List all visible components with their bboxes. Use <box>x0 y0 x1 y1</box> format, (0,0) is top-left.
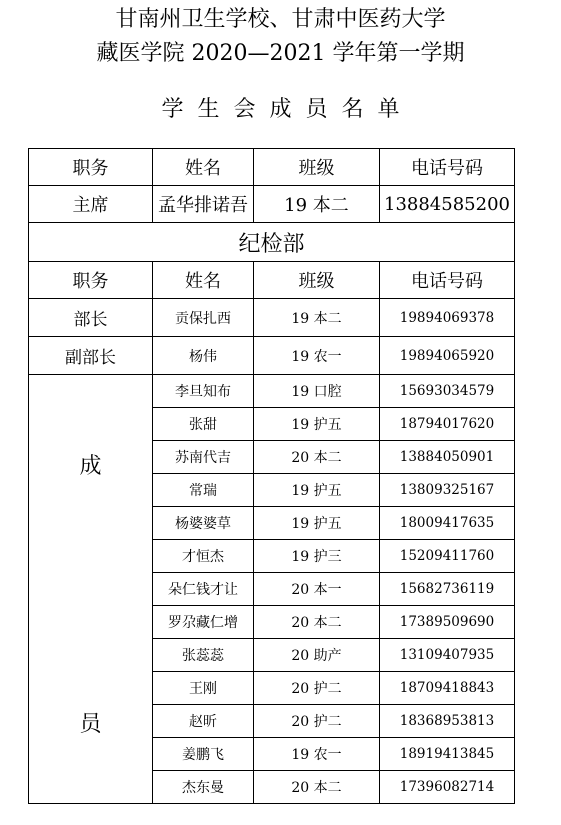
student-union-roster-table <box>28 148 515 804</box>
chairman-row <box>29 186 515 223</box>
member-label-top: 成 <box>79 454 102 479</box>
member-class: 20 护二 <box>254 672 380 705</box>
dept-header-position: 职务 <box>29 262 153 299</box>
member-name: 张蕊蕊 <box>153 639 254 672</box>
dept-header-phone: 电话号码 <box>380 262 515 299</box>
member-name: 姜鹏飞 <box>153 738 254 771</box>
member-phone: 13109407935 <box>380 639 515 672</box>
member-class: 19 护五 <box>254 408 380 441</box>
member-label-bottom: 员 <box>79 712 102 737</box>
header-class: 班级 <box>254 149 380 186</box>
member-class: 20 本一 <box>254 573 380 606</box>
chairman-phone: 13884585200 <box>380 186 515 223</box>
member-class: 19 农一 <box>254 738 380 771</box>
member-phone: 13884050901 <box>380 441 515 474</box>
member-class: 19 护三 <box>254 540 380 573</box>
member-phone: 17389509690 <box>380 606 515 639</box>
leader-name: 杨伟 <box>153 337 254 375</box>
member-name: 王刚 <box>153 672 254 705</box>
member-name: 赵昕 <box>153 705 254 738</box>
chairman-position: 主席 <box>29 186 153 223</box>
member-class: 20 助产 <box>254 639 380 672</box>
member-name: 张甜 <box>153 408 254 441</box>
member-class: 19 口腔 <box>254 375 380 408</box>
member-name: 杰东曼 <box>153 771 254 804</box>
member-class: 19 护五 <box>254 474 380 507</box>
document-title-line-1: 甘南州卫生学校、甘肃中医药大学 <box>115 7 446 32</box>
dept-header-name: 姓名 <box>153 262 254 299</box>
leader-position: 副部长 <box>29 337 153 375</box>
leader-position: 部长 <box>29 299 153 337</box>
leader-phone: 19894069378 <box>380 299 515 337</box>
member-class: 20 本二 <box>254 441 380 474</box>
member-name: 罗尕藏仁增 <box>153 606 254 639</box>
leader-class: 19 本二 <box>254 299 380 337</box>
leader-name: 贡保扎西 <box>153 299 254 337</box>
member-phone: 13809325167 <box>380 474 515 507</box>
member-phone: 18709418843 <box>380 672 515 705</box>
chairman-name: 孟华排诺吾 <box>153 186 254 223</box>
leader-row <box>29 299 515 337</box>
member-name: 杨婆婆草 <box>153 507 254 540</box>
department-title-row <box>29 223 515 262</box>
table-header-row <box>29 149 515 186</box>
member-phone: 15209411760 <box>380 540 515 573</box>
member-class: 20 护二 <box>254 705 380 738</box>
member-phone: 15693034579 <box>380 375 515 408</box>
member-name: 常瑞 <box>153 474 254 507</box>
department-header-row <box>29 262 515 299</box>
member-phone: 18919413845 <box>380 738 515 771</box>
header-phone: 电话号码 <box>380 149 515 186</box>
document-title-line-2: 藏医学院 2020—2021 学年第一学期 <box>96 41 465 66</box>
member-class: 19 护五 <box>254 507 380 540</box>
member-name: 朵仁钱才让 <box>153 573 254 606</box>
member-name: 才恒杰 <box>153 540 254 573</box>
leader-phone: 19894065920 <box>380 337 515 375</box>
chairman-class: 19 本二 <box>254 186 380 223</box>
header-position: 职务 <box>29 149 153 186</box>
member-phone: 18368953813 <box>380 705 515 738</box>
member-name: 李旦知布 <box>153 375 254 408</box>
member-row <box>29 375 515 408</box>
member-name: 苏南代吉 <box>153 441 254 474</box>
member-phone: 18794017620 <box>380 408 515 441</box>
leader-class: 19 农一 <box>254 337 380 375</box>
member-phone: 15682736119 <box>380 573 515 606</box>
header-name: 姓名 <box>153 149 254 186</box>
document-title-roster: 学生会成员名单 <box>161 97 414 122</box>
member-label-cell <box>29 375 153 804</box>
member-class: 20 本二 <box>254 771 380 804</box>
department-title: 纪检部 <box>29 223 515 262</box>
leader-row <box>29 337 515 375</box>
member-class: 20 本二 <box>254 606 380 639</box>
dept-header-class: 班级 <box>254 262 380 299</box>
member-phone: 18009417635 <box>380 507 515 540</box>
member-phone: 17396082714 <box>380 771 515 804</box>
